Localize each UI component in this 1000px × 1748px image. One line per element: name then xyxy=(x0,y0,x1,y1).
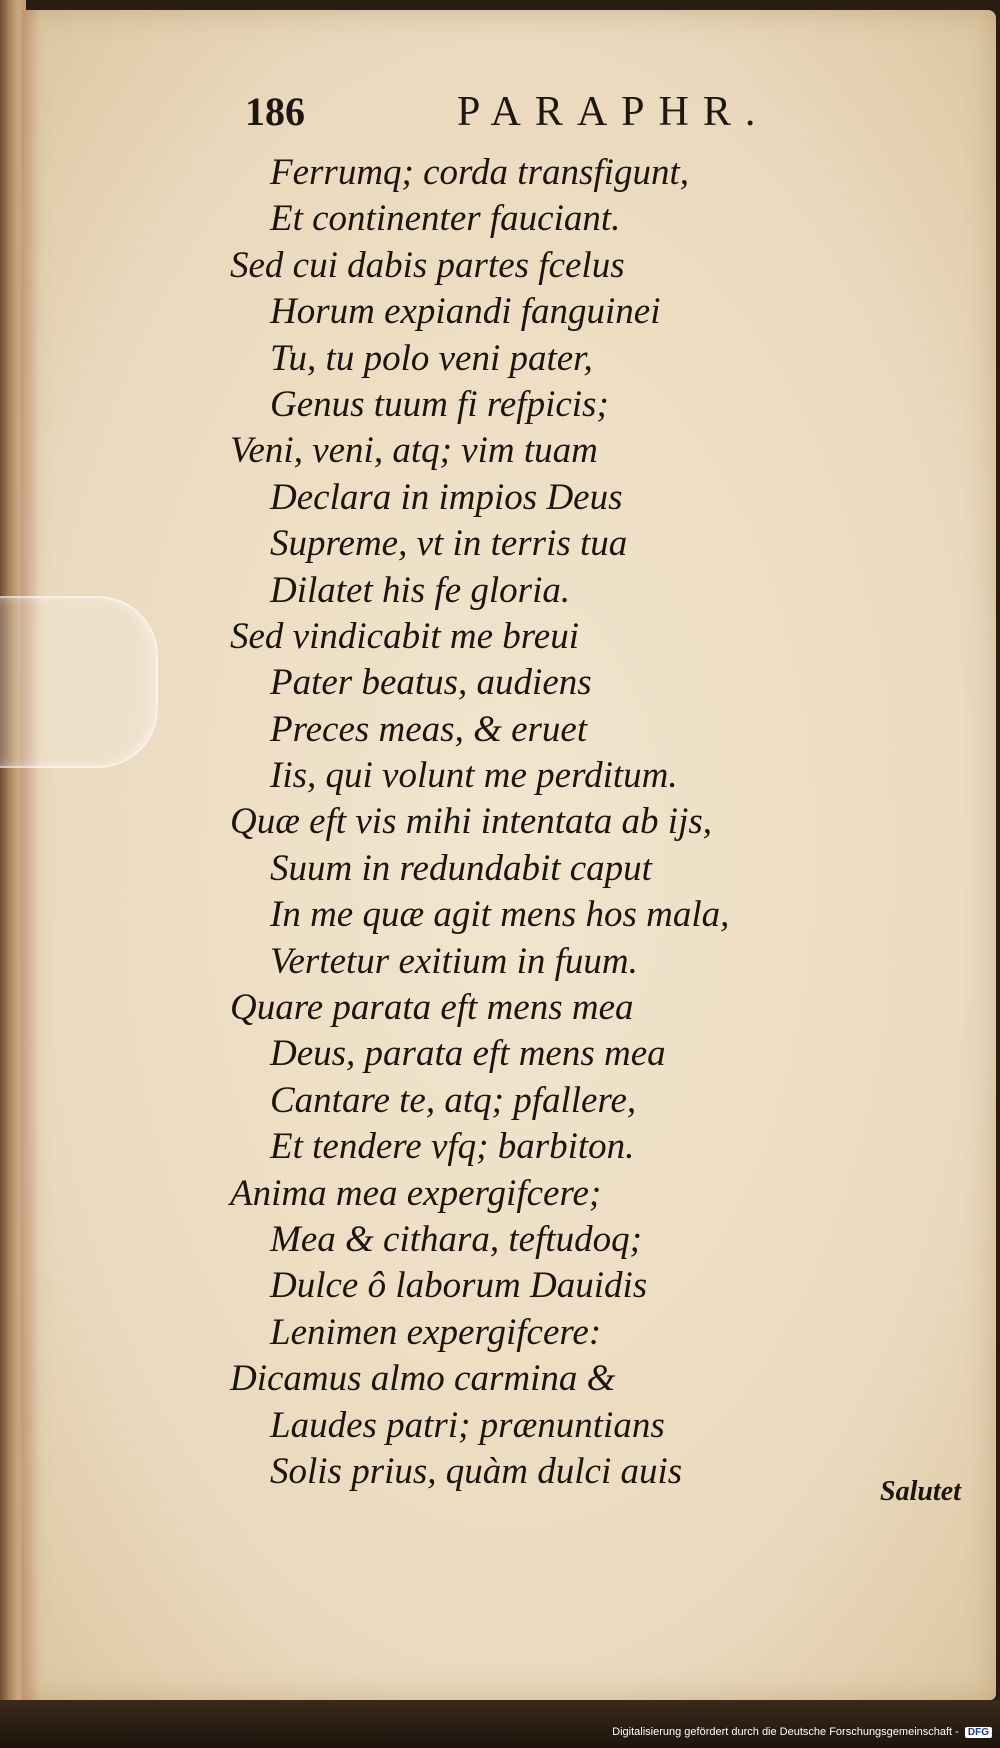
page-number: 186 xyxy=(245,89,305,134)
catchword: Salutet xyxy=(880,1476,961,1507)
poem-line: Declara in impios Deus xyxy=(270,476,623,518)
poem-line: Veni, veni, atq; vim tuam xyxy=(230,430,598,472)
digitization-credit xyxy=(612,1726,992,1738)
poem-line: Dulce ô laborum Dauidis xyxy=(270,1265,648,1307)
page-edge-stain xyxy=(22,10,40,1700)
scan-bottom-band xyxy=(0,1700,1000,1748)
poem-line: Quare parata eft mens mea xyxy=(230,987,634,1029)
poem-line: Mea & cithara, teftudoq; xyxy=(270,1218,642,1260)
poem-line: Genus tuum fi refpicis; xyxy=(270,383,609,425)
poem-line: Deus, parata eft mens mea xyxy=(270,1033,666,1075)
page-header xyxy=(245,88,825,148)
poem-line: Pater beatus, audiens xyxy=(270,662,592,704)
poem-line: Preces meas, & eruet xyxy=(270,708,588,750)
page-clip xyxy=(0,596,158,768)
poem-line: Suum in redundabit caput xyxy=(270,847,652,889)
poem-line: Dicamus almo carmina & xyxy=(230,1358,616,1400)
poem-line: Supreme, vt in terris tua xyxy=(270,523,628,565)
poem-line: Et tendere vfq; barbiton. xyxy=(270,1126,635,1168)
poem-line: Vertetur exitium in fuum. xyxy=(270,940,638,982)
poem-line: Lenimen expergifcere: xyxy=(270,1311,602,1353)
poem-line: Et continenter fauciant. xyxy=(270,198,621,240)
show-through-text xyxy=(880,80,980,1480)
poem-line: Tu, tu polo veni pater, xyxy=(270,337,593,379)
poem-line: Quæ eft vis mihi intentata ab ijs, xyxy=(230,801,713,843)
poem-line: Laudes patri; prænuntians xyxy=(270,1404,665,1446)
poem-line: Iis, qui volunt me perditum. xyxy=(270,755,678,797)
poem-line: Anima mea expergifcere; xyxy=(230,1172,602,1214)
poem-line: Cantare te, atq; pfallere, xyxy=(270,1079,637,1121)
poem-line: In me quæ agit mens hos mala, xyxy=(270,894,730,936)
poem-line: Sed vindicabit me breui xyxy=(230,615,580,657)
poem-line: Sed cui dabis partes fcelus xyxy=(230,244,625,286)
poem-line: Horum expiandi fanguinei xyxy=(270,291,661,333)
poem-text xyxy=(230,150,850,1490)
poem-line: Ferrumq; corda transfigunt, xyxy=(270,152,689,193)
poem-line: Solis prius, quàm dulci auis xyxy=(270,1450,683,1492)
running-title: PARAPHR. xyxy=(457,89,770,135)
poem-line: Dilatet his fe gloria. xyxy=(270,569,571,611)
dfg-logo: DFG xyxy=(965,1727,992,1738)
credit-text: Digitalisierung gefördert durch die Deutsche Forschungsgemeinschaft - xyxy=(612,1726,959,1738)
